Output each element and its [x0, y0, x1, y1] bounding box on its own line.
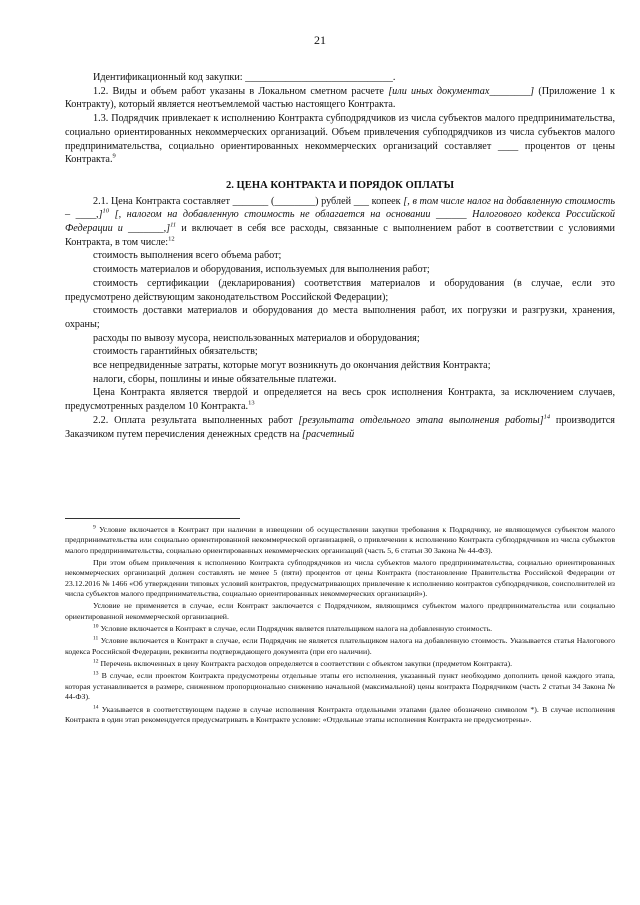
footnote-9: $^9$ Условие включается в Контракт при наличии в извещении об осуществлении закупки требования к Подрядчику, не являющемуся субъектом малого предпринимательства или социально ориентированной некоммерческой организацией, о привлечении к исполнению Контракта субподрядчиков из числа субъектов малого предпринимательства, социально ориентированных некоммерческих организаций (часть 5, 6 статьи 30 Закона № 44-ФЗ). [65, 524, 615, 555]
expense-item: налоги, сборы, пошлины и иные обязательные платежи. [93, 373, 337, 385]
footnote-separator [65, 518, 240, 519]
footnote-9-exception: Условие не применяется в случае, если Контракт заключается с Подрядчиком, являющимся субъектом малого предпринимательства или социально ориентированной некоммерческой организацией. [65, 601, 615, 621]
expense-item: стоимость гарантийных обязательств; [93, 346, 258, 358]
footnote-ref-14[interactable]: 14 [543, 413, 551, 421]
purchase-id-code-line: Идентификационный код закупки: _____________________________. [93, 72, 396, 83]
clause-1-3: 1.3. Подрядчик привлекает к исполнению Контракта субподрядчиков из числа субъектов малого предпринимательства, социально ориентированных некоммерческих организаций. Объем привлечения субподрядчиков из числа субъектов малого предпринимательства, социально ориентированных некоммерческих организаций составляет ____ процентов от цены Контракта.$^9$ [65, 113, 615, 166]
footnote-12: $^{12}$ Перечень включенных в цену Контракта расходов определяется в соответствии с объектом закупки (предметом Контракта). [93, 658, 513, 669]
expense-item: расходы по вывозу мусора, неиспользованных материалов и оборудования; [93, 332, 420, 344]
footnote-9-continued: При этом объем привлечения к исполнению Контракта субподрядчиков из числа субъектов малого предпринимательства, социально ориентированных некоммерческих организаций должен составлять не менее 5 (пяти) процентов от цены Контракта (постановление Правительства Российской Федерации от 23.12.2016 № 1466 «Об утверждении типовых условий контрактов, предусматривающих привлечение к исполнению контрактов субподрядчиков, соисполнителей из числа субъектов малого предпринимательства, социально ориентированных некоммерческих организаций»). [65, 558, 615, 599]
firm-price-clause: Цена Контракта является твердой и определяется на весь срок исполнения Контракта, за исключением случаев, предусмотренных разделом 10 Контракта.$^{13}$ [65, 387, 615, 413]
footnote-ref-13[interactable]: 13 [248, 399, 255, 407]
section-2-heading: 2. ЦЕНА КОНТРАКТА И ПОРЯДОК ОПЛАТЫ [225, 179, 455, 191]
expense-item: стоимость доставки материалов и оборудования до места выполнения работ, их погрузки и разгрузки, хранения, охраны; [65, 305, 615, 330]
footnote-ref-11[interactable]: 11 [170, 221, 177, 229]
footnotes [65, 525, 615, 727]
clause-2-2: 2.2. Оплата результата выполненных работ [результата отдельного этапа выполнения работы]$^{14}$ производится Заказчиком путем перечисления денежных средств на [расчетный [65, 413, 615, 440]
expense-item: стоимость материалов и оборудования, используемых для выполнения работ; [93, 264, 430, 276]
expense-item: стоимость сертификации (декларирования) соответствия материалов и оборудования (в случае, если это предусмотрено действующим законодательством Российской Федерации); [65, 277, 615, 303]
footnote-ref-12[interactable]: 12 [168, 235, 175, 243]
footnote-ref-10[interactable]: 10 [102, 207, 110, 215]
expense-item: стоимость выполнения всего объема работ; [93, 250, 282, 262]
main-text [65, 71, 615, 441]
clause-1-2: 1.2. Виды и объем работ указаны в Локальном сметном расчете [или иных документах________] (Приложение 1 к Контракту), который является неотъемлемой частью настоящего Контракта. [65, 85, 615, 111]
footnote-13: $^{13}$ В случае, если проектом Контракта предусмотрены отдельные этапы его исполнения, указанный пункт необходимо дополнить ценой каждого этапа, которая устанавливается в размере, сниженном пропорционально снижению начальной (максимальной) цены контракта Подрядчиком (часть 2 статьи 34 Закона № 44-ФЗ). [65, 670, 615, 702]
expense-item: все непредвиденные затраты, которые могут возникнуть до окончания действия Контракта; [93, 360, 491, 372]
page-number: 21 [314, 33, 326, 47]
footnote-ref-9[interactable]: 9 [112, 152, 116, 160]
footnote-11: $^{11}$ Условие включается в Контракт в случае, если Подрядчик не является плательщиком налога на добавленную стоимость. Указывается статья Налогового кодекса Российской Федерации, реквизиты подтверждающего документа (при его наличии). [65, 635, 615, 656]
footnote-14: $^{14}$ Указывается в соответствующем падеже в случае исполнения Контракта отдельными этапами (далее обозначено символом *). В случае исполнения Контракта в один этап рекомендуется предусматривать в Контракте условие: «Отдельные этапы исполнения Контракта не предусмотрены». [65, 703, 615, 724]
clause-2-1: 2.1. Цена Контракта составляет _______ (________) рублей ___ копеек [, в том числе налог на добавленную стоимость – ____,]$^{10}$ [, налогом на добавленную стоимость не облагается на основании ______ Налогового кодекса Российской Федерации и _______,]$^{11}$ и включает в себя все расходы, связанные с выполнением работ в соответствии с условиями Контракта, в том числе:$^{12}$ [65, 195, 615, 248]
footnote-10: $^{10}$ Условие включается в Контракт в случае, если Подрядчик является плательщиком налога на добавленную стоимость. [93, 623, 493, 634]
